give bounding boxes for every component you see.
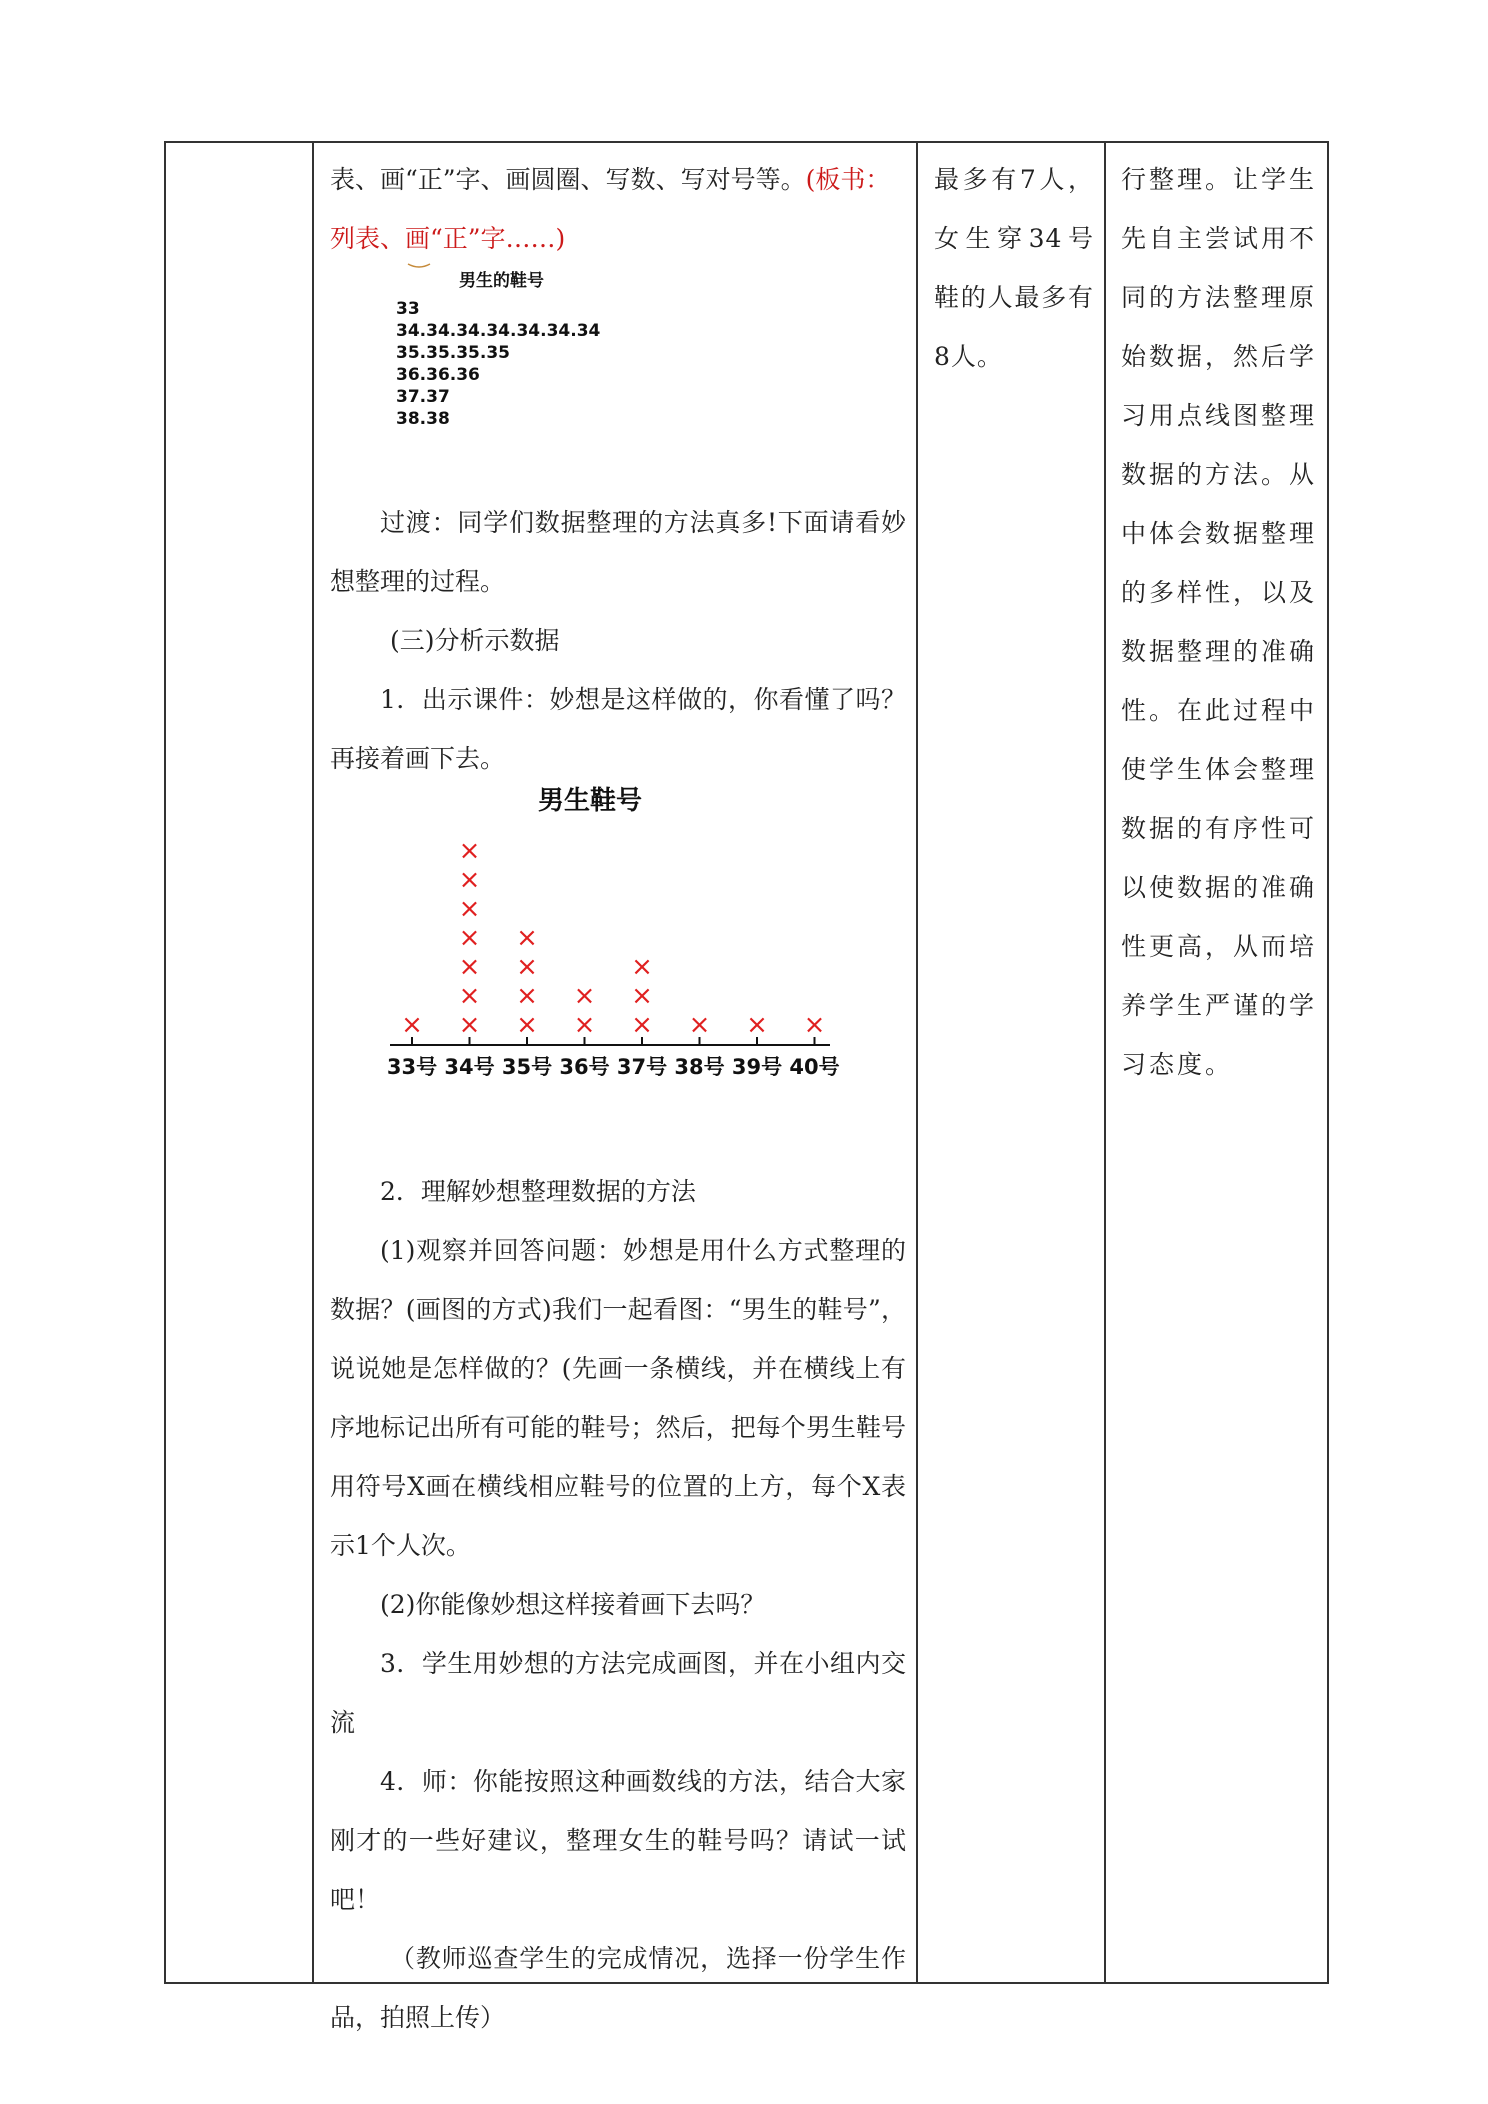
board-note: (板书： — [805, 165, 891, 194]
shoe-size-dot-plot — [380, 775, 860, 1095]
column-divider — [916, 141, 918, 1984]
cross-marker: × — [458, 1010, 481, 1040]
list-line: 34.34.34.34.34.34.34 — [396, 321, 601, 341]
cross-marker: × — [458, 981, 481, 1011]
method-list-line: 表、画“正”字、画圆圈、写数、写对号等。(板书： — [330, 165, 891, 194]
cross-marker: × — [631, 1010, 653, 1040]
decorative-mark — [407, 262, 431, 268]
list-line: 33 — [396, 299, 420, 319]
tick-label: 33号 — [386, 1055, 438, 1079]
tick-label: 40号 — [789, 1055, 840, 1079]
transition-text: 过渡：同学们数据整理的方法真多!下面请看妙想整理的过程。 — [330, 508, 906, 596]
tick-label: 36号 — [559, 1055, 610, 1079]
cross-marker: × — [631, 952, 653, 982]
cross-marker: × — [516, 981, 538, 1011]
tick-label: 35号 — [501, 1055, 553, 1079]
cross-marker: × — [401, 1010, 423, 1040]
design-intent-column — [1121, 150, 1317, 1094]
cross-marker: × — [458, 952, 481, 982]
chart-title: 男生鞋号 — [537, 786, 643, 816]
cross-marker: × — [458, 894, 481, 924]
student-answer: 最多有7人，女生穿34号鞋的人最多有8人。 — [934, 165, 1094, 371]
cross-marker: × — [516, 1010, 538, 1040]
step-3: 3．学生用妙想的方法完成画图，并在小组内交流 — [330, 1649, 906, 1737]
cross-marker: × — [458, 865, 481, 895]
cross-marker: × — [573, 981, 596, 1011]
teaching-process-column — [330, 150, 906, 2047]
step-4: 4．师：你能按照这种画数线的方法，结合大家刚才的一些好建议，整理女生的鞋号吗？请试一试吧！ — [330, 1767, 906, 1914]
teacher-note: （教师巡查学生的完成情况，选择一份学生作品，拍照上传） — [330, 1944, 906, 2032]
step-2-2: (2)你能像妙想这样接着画下去吗？ — [380, 1590, 766, 1619]
cross-marker: × — [631, 981, 653, 1011]
tick-label: 38号 — [674, 1055, 725, 1079]
tick-label: 39号 — [731, 1055, 783, 1079]
column-divider — [1104, 141, 1106, 1984]
column-divider — [312, 141, 314, 1984]
design-intent-text: 行整理。让学生先自主尝试用不同的方法整理原始数据，然后学习用点线图整理数据的方法。从中体会数据整理的多样性，以及数据整理的准确性。在此过程中使学生体会整理数据的有序性可以使数据的准确性更高，从而培养学生严谨的学习态度。 — [1121, 165, 1318, 1079]
step-1: 1．出示课件：妙想是这样做的，你看懂了吗？再接着画下去。 — [330, 685, 906, 773]
tick-label: 34号 — [444, 1055, 495, 1079]
cross-marker: × — [516, 952, 538, 982]
cross-marker: × — [688, 1010, 711, 1040]
cross-marker: × — [746, 1010, 768, 1040]
step-2-1: (1)观察并回答问题：妙想是用什么方式整理的数据？(画图的方式)我们一起看图：“男生的鞋号”，说说她是怎样做的？(先画一条横线，并在横线上有序地标记出所有可能的鞋号；然后，把每个男生鞋号用符号X画在横线相应鞋号的位置的上方，每个X表示1个人次。 — [330, 1236, 906, 1560]
board-note-cont: 列表、画“正”字……) — [330, 224, 566, 253]
list-title: 男生的鞋号 — [459, 271, 544, 291]
cross-marker: × — [516, 923, 538, 953]
list-line: 37.37 — [396, 387, 450, 407]
cross-marker: × — [458, 836, 481, 866]
list-line: 38.38 — [396, 409, 450, 429]
tick-label: 37号 — [616, 1055, 668, 1079]
cross-marker: × — [458, 923, 481, 953]
cross-marker: × — [573, 1010, 596, 1040]
step-2: 2．理解妙想整理数据的方法 — [380, 1177, 696, 1206]
raw-shoe-size-list — [396, 270, 656, 430]
student-activity-column — [934, 150, 1094, 386]
cross-marker: × — [803, 1010, 826, 1040]
section-heading: (三)分析示数据 — [390, 626, 560, 655]
list-line: 36.36.36 — [396, 365, 480, 385]
list-line: 35.35.35.35 — [396, 343, 511, 363]
